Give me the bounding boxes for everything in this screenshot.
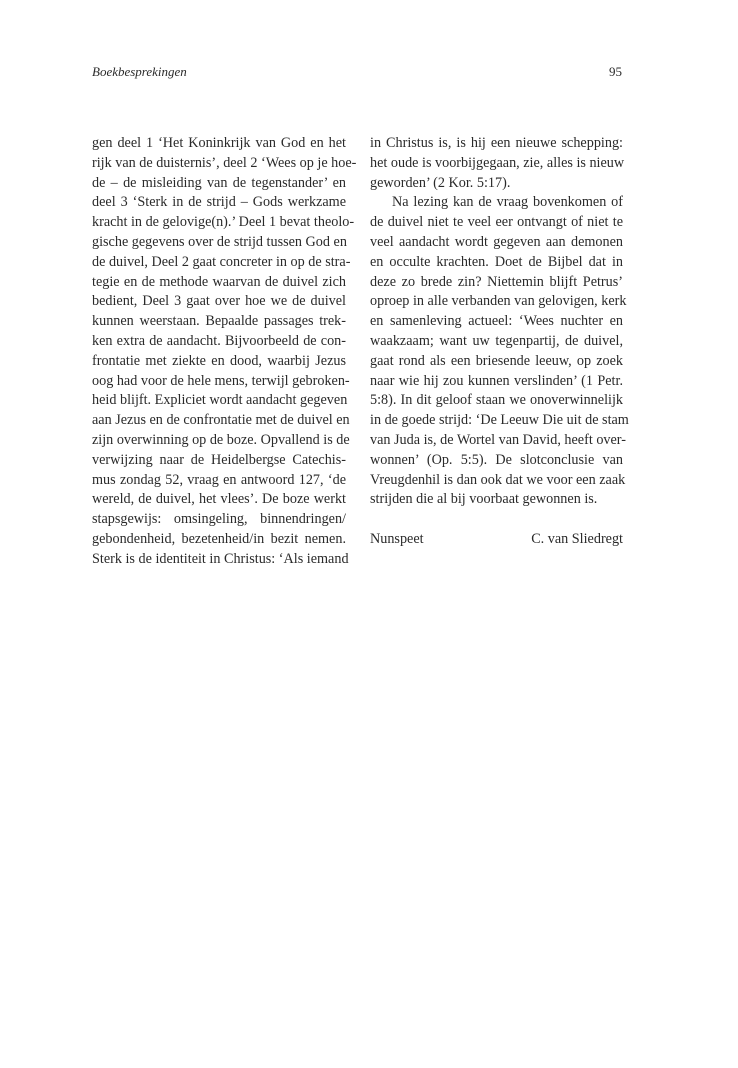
text-line: in de goede strijd: ‘De Leeuw Die uit de stam	[370, 412, 629, 429]
text-line: stapsgewijs: omsingeling, binnendringen/	[92, 511, 346, 528]
text-line: gaat rond als een briesende leeuw, op zoek	[370, 352, 623, 369]
text-line: tegie en de methode waarvan de duivel zich	[92, 273, 346, 290]
text-line: wereld, de duivel, het vlees’. De boze werkt	[92, 491, 346, 508]
text-line: in Christus is, is hij een nieuwe schepping:	[370, 135, 623, 151]
text-line: gische gegevens over de strijd tussen God en	[92, 233, 347, 250]
text-line: Vreugdenhil is dan ook dat we voor een zaak	[370, 471, 626, 488]
text-line: ken extra de aandacht. Bijvoorbeeld de con-	[92, 332, 346, 349]
paragraph-1	[370, 134, 623, 193]
signature-author: C. van Sliedregt	[531, 530, 623, 547]
text-line: het oude is voorbijgegaan, zie, alles is nieuw	[370, 154, 625, 171]
text-line: waakzaam; want uw tegenpartij, de duivel,	[370, 332, 623, 349]
text-line: wonnen’ (Op. 5:5). De slotconclusie van	[370, 451, 623, 468]
text-line: zijn overwinning op de boze. Opvallend is de	[92, 431, 350, 448]
text-line: Sterk is de identiteit in Christus: ‘Als iemand	[92, 550, 349, 567]
paragraph-2	[370, 193, 629, 510]
text-line: mus zondag 52, vraag en antwoord 127, ‘de	[92, 471, 346, 488]
text-line: bedient, Deel 3 gaat over hoe we de duivel	[92, 293, 346, 310]
left-column	[92, 134, 357, 570]
text-line: van Juda is, de Wortel van David, heeft over-	[370, 431, 626, 448]
text-line: deze zo brede zin? Niettemin blijft Petrus’	[370, 273, 623, 290]
text-line: de duivel, Deel 2 gaat concreter in op de stra-	[92, 253, 351, 270]
text-line: strijden die al bij voorbaat gewonnen is.	[370, 491, 598, 508]
text-line: rijk van de duisternis’, deel 2 ‘Wees op je hoe-	[92, 154, 357, 171]
text-line: de – de misleiding van de tegenstander’ en	[92, 174, 346, 191]
text-line: en samenleving actueel: ‘Wees nuchter en	[370, 313, 623, 330]
text-line: oproep in alle verbanden van gelovigen, kerk	[370, 293, 627, 310]
text-line: oog had voor de hele mens, terwijl gebroken-	[92, 372, 350, 389]
text-line: kracht in de gelovige(n).’ Deel 1 bevat theolo-	[92, 214, 355, 231]
text-line: deel 3 ‘Sterk in de strijd – Gods werkzame	[92, 194, 346, 211]
signature	[370, 530, 623, 550]
text-line: heid blijft. Expliciet wordt aandacht gegeven	[92, 392, 348, 409]
page-number: 95	[609, 64, 622, 79]
text-line: 5:8). In dit geloof staan we onoverwinnelijk	[370, 392, 623, 409]
signature-place: Nunspeet	[370, 530, 424, 547]
text-line: frontatie met ziekte en dood, waarbij Jezus	[92, 352, 346, 369]
text-line: geworden’ (2 Kor. 5:17).	[370, 174, 511, 191]
right-column	[370, 134, 629, 550]
text-line: veel aandacht wordt gegeven aan demonen	[370, 233, 623, 250]
text-line: Na lezing kan de vraag bovenkomen of	[392, 194, 623, 211]
text-line: en occulte krachten. Doet de Bijbel dat in	[370, 253, 623, 270]
text-line: gebondenheid, bezetenheid/in bezit nemen.	[92, 530, 346, 547]
running-header-section: Boekbesprekingen	[92, 64, 187, 79]
text-line: verwijzing naar de Heidelbergse Catechis-	[92, 451, 346, 468]
text-line: de duivel niet te veel eer ontvangt of niet te	[370, 214, 623, 231]
text-line: gen deel 1 ‘Het Koninkrijk van God en het	[92, 135, 346, 151]
text-line: naar wie hij zou kunnen verslinden’ (1 Petr.	[370, 372, 623, 389]
text-line: aan Jezus en de confrontatie met de duivel en	[92, 412, 350, 429]
text-line: kunnen weerstaan. Bepaalde passages trek-	[92, 313, 346, 330]
